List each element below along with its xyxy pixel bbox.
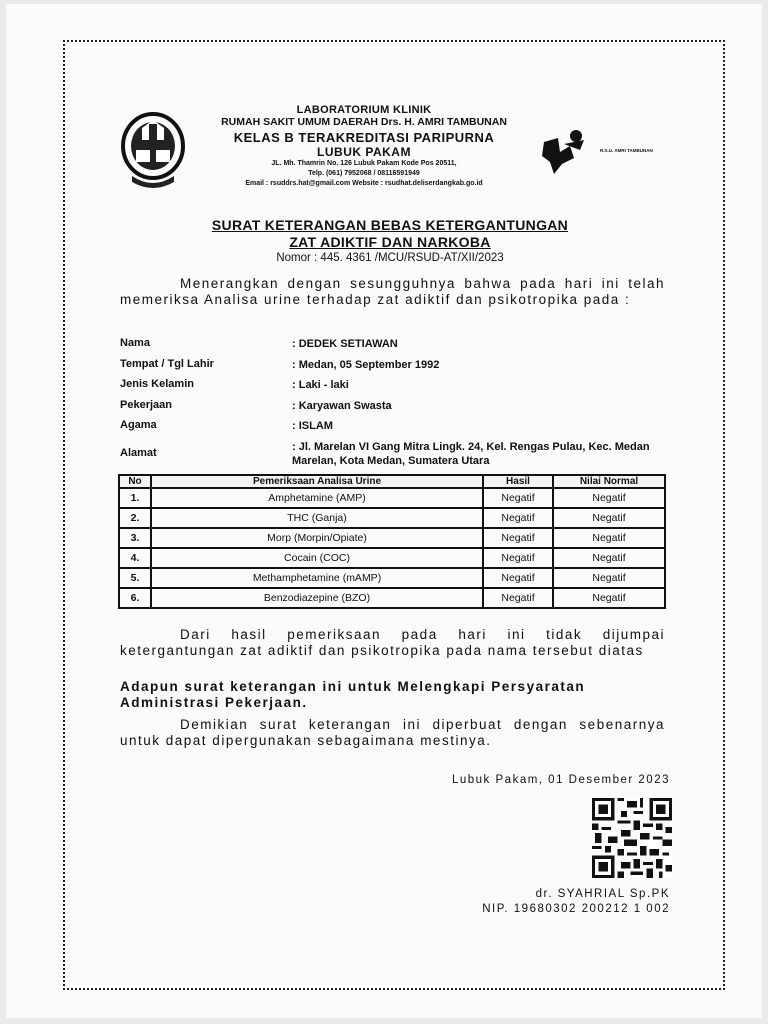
closing-paragraph: Demikian surat keterangan ini diperbuat dengan sebenarnya untuk dapat dipergunakan sebagaimana mestinya.: [120, 717, 665, 748]
purpose-paragraph: Adapun surat keterangan ini untuk Melengkapi Persyaratan Administrasi Pekerjaan.: [120, 679, 586, 710]
hospital-email: Email : rsuddrs.hat@gmail.com Website : rsudhat.deliserdangkab.go.id: [245, 180, 483, 187]
place-date: Lubuk Pakam, 01 Desember 2023: [451, 774, 670, 786]
identity-label: Tempat / Tgl Lahir: [120, 357, 214, 370]
test-name: Morp (Morpin/Opiate): [151, 528, 483, 548]
normal-value: Negatif: [553, 588, 665, 608]
test-result: Negatif: [483, 548, 553, 568]
table-row: [119, 508, 665, 528]
identity-row-address: [120, 437, 665, 471]
test-name: Amphetamine (AMP): [151, 488, 483, 508]
test-result: Negatif: [483, 528, 553, 548]
table-row: [119, 488, 665, 508]
table-row: [119, 528, 665, 548]
normal-value: Negatif: [553, 508, 665, 528]
row-number: 2.: [119, 508, 151, 528]
table-row: [119, 588, 665, 608]
normal-value: Negatif: [553, 528, 665, 548]
identity-row-occupation: [120, 396, 665, 417]
signature-block: [380, 887, 670, 917]
table-row: [119, 568, 665, 588]
conclusion-paragraph: Dari hasil pemeriksaan pada hari ini tidak dijumpai ketergantungan zat adiktif dan psikotropika pada nama tersebut diatas: [120, 627, 665, 658]
title-line-1: SURAT KETERANGAN BEBAS KETERGANTUNGAN: [211, 217, 569, 233]
test-name: Benzodiazepine (BZO): [151, 588, 483, 608]
row-number: 1.: [119, 488, 151, 508]
identity-value: : Laki - laki: [292, 379, 349, 391]
column-header: No: [119, 475, 151, 488]
hospital-address: JL. Mh. Thamrin No. 126 Lubuk Pakam Kode Pos 20511,: [271, 160, 457, 167]
column-header: Nilai Normal: [553, 475, 665, 488]
row-number: 6.: [119, 588, 151, 608]
signer-name: dr. SYAHRIAL Sp.PK: [535, 888, 670, 900]
identity-label: Alamat: [120, 446, 157, 459]
test-result: Negatif: [483, 508, 553, 528]
hospital-logo-text: R.S.U. AMRI TAMBUNAN: [600, 148, 653, 153]
normal-value: Negatif: [553, 548, 665, 568]
letter-title: [120, 217, 660, 266]
normal-value: Negatif: [553, 568, 665, 588]
hospital-phone: Telp. (061) 7952068 / 08116591949: [308, 170, 420, 177]
normal-value: Negatif: [553, 488, 665, 508]
column-header: Hasil: [483, 475, 553, 488]
test-result: Negatif: [483, 568, 553, 588]
identity-row-gender: [120, 375, 665, 396]
identity-value: : ISLAM: [292, 420, 333, 432]
lab-name: LABORATORIUM KLINIK: [296, 104, 432, 116]
qr-code: [592, 798, 672, 878]
row-number: 5.: [119, 568, 151, 588]
identity-value: : Jl. Marelan VI Gang Mitra Lingk. 24, Kel. Rengas Pulau, Kec. Medan Marelan, Kota Medan, Sumatera Utara: [292, 440, 650, 467]
test-result: Negatif: [483, 588, 553, 608]
row-number: 3.: [119, 528, 151, 548]
signer-nip: NIP. 19680302 200212 1 002: [482, 903, 670, 915]
identity-value: : Medan, 05 September 1992: [292, 358, 440, 371]
test-result: Negatif: [483, 488, 553, 508]
identity-label: Agama: [120, 419, 157, 431]
row-number: 4.: [119, 548, 151, 568]
column-header: Pemeriksaan Analisa Urine: [151, 475, 483, 488]
letterhead: [110, 100, 670, 210]
table-row: [119, 548, 665, 568]
identity-row-religion: [120, 416, 665, 437]
identity-label: Pekerjaan: [120, 398, 172, 411]
test-name: Methamphetamine (mAMP): [151, 568, 483, 588]
identity-row-name: [120, 334, 665, 355]
identity-label: Jenis Kelamin: [120, 378, 194, 390]
title-line-2: ZAT ADIKTIF DAN NARKOBA: [289, 234, 491, 250]
hospital-name: RUMAH SAKIT UMUM DAERAH Drs. H. AMRI TAMBUNAN: [221, 116, 507, 128]
identity-value: : DEDEK SETIAWAN: [292, 338, 398, 350]
city: LUBUK PAKAM: [317, 145, 411, 159]
regency-seal-logo: [120, 110, 186, 188]
identity-label: Nama: [120, 337, 150, 349]
test-name: THC (Ganja): [151, 508, 483, 528]
table-header-row: [119, 475, 665, 488]
hospital-logo: [540, 122, 670, 178]
identity-row-birth: [120, 355, 665, 376]
identity-value: : Karyawan Swasta: [292, 399, 392, 412]
accreditation: KELAS B TERAKREDITASI PARIPURNA: [233, 130, 495, 145]
patient-identity: [120, 334, 665, 471]
urine-test-table: [118, 474, 666, 609]
letter-number: Nomor : 445. 4361 /MCU/RSUD-AT/XII/2023: [276, 252, 504, 264]
intro-paragraph: Menerangkan dengan sesungguhnya bahwa pada hari ini telah memeriksa Analisa urine terhadap zat adiktif dan psikotropika pada :: [120, 276, 665, 307]
test-name: Cocain (COC): [151, 548, 483, 568]
